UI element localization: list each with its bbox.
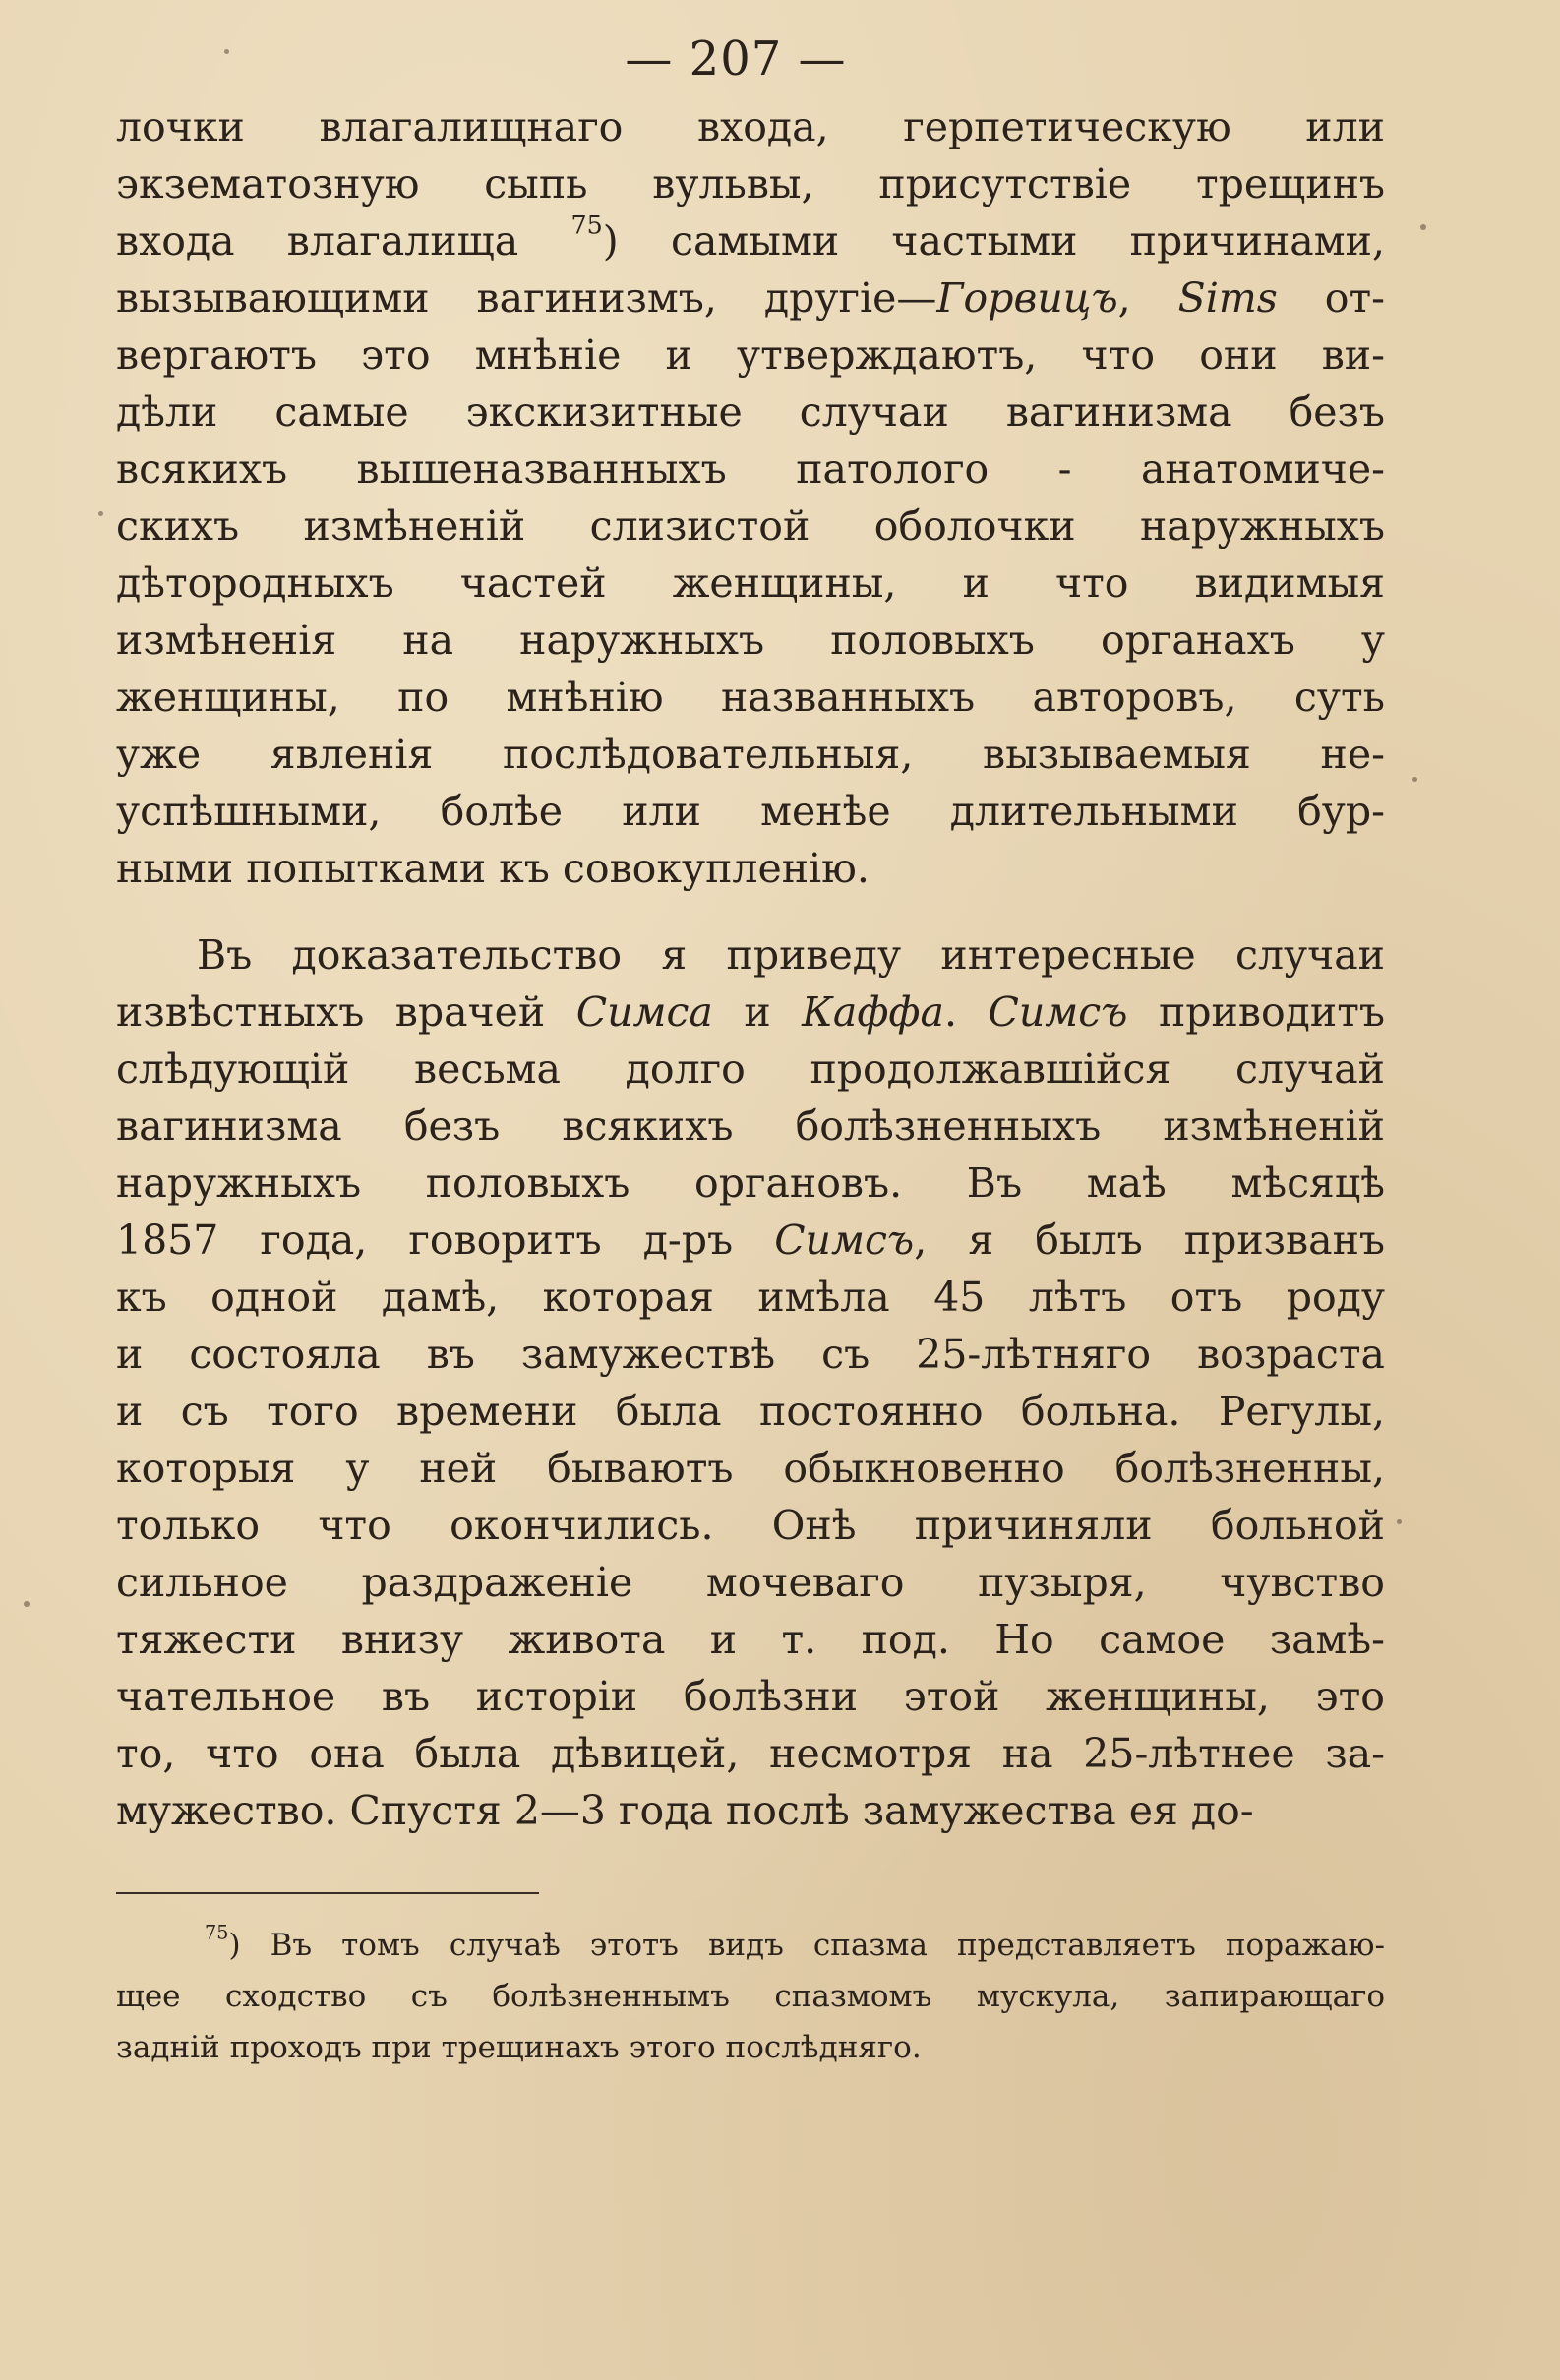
italic-name: Горвицъ [936,274,1118,322]
footnote-divider [116,1892,539,1894]
text-line: вагинизма безъ всякихъ болѣзненныхъ измѣненій [116,1102,1385,1150]
print-speck [24,1601,30,1607]
page-content [116,30,1385,2073]
footnote-ref[interactable]: 75 [570,209,603,240]
footnote [116,1920,1385,2073]
print-speck [98,511,103,516]
text-line: дѣтородныхъ частей женщины, и что видимыя [116,560,1385,607]
text-line: успѣшными, болѣе или менѣе длительными бур- [116,788,1385,835]
text-line: мужество. Спустя 2—3 года послѣ замужества ея до- [116,1787,1254,1834]
page-number: — 207 — [625,31,847,87]
footnote-line [116,1920,1385,1971]
italic-name: Симсъ [774,1217,915,1264]
italic-name: Каффа [802,988,944,1036]
italic-name: Симсъ [988,988,1128,1036]
print-speck [1412,777,1417,782]
body-text [116,98,1385,1839]
text-segment: вызывающими вагинизмъ, другіе— [116,274,937,322]
text-line: лочки влагалищнаго входа, герпетическую или [116,103,1385,150]
text-line: только что окончились. Онѣ причиняли больной [116,1502,1385,1549]
footnote-text: щее сходство съ болѣзненнымъ спазмомъ мускула, запирающаго [116,1979,1385,2014]
text-line [116,983,1385,1041]
paragraph-1 [116,98,1385,897]
text-line: слѣдующій весьма долго продолжавшійся случай [116,1045,1385,1093]
text-segment: . [943,988,989,1036]
text-line: и состояла въ замужествѣ съ 25-лѣтняго возраста [116,1331,1385,1378]
text-segment: ) самыми частыми причинами, [602,217,1385,265]
footnote-text: задній проходъ при трещинахъ этого послѣдняго. [116,2030,922,2065]
text-line: и съ того времени была постоянно больна. Регулы, [116,1388,1385,1435]
text-segment: входа влагалища [116,217,571,265]
text-line: вергаютъ это мнѣніе и утверждаютъ, что они ви- [116,331,1385,379]
print-speck [224,49,229,54]
text-line: измѣненія на наружныхъ половыхъ органахъ у [116,617,1385,664]
text-line: Въ доказательство я приведу интересные случаи [197,931,1385,979]
text-segment: и [712,988,803,1036]
print-speck [1420,224,1426,230]
footnote-marker: 75 [205,1921,229,1944]
text-line: къ одной дамѣ, которая имѣла 45 лѣтъ отъ роду [116,1274,1385,1321]
text-line: ными попытками къ совокупленію. [116,845,870,892]
text-line: сильное раздраженіе мочеваго пузыря, чувство [116,1559,1385,1606]
text-segment: извѣстныхъ врачей [116,988,576,1036]
text-line: уже явленія послѣдовательныя, вызываемыя не- [116,731,1385,778]
text-segment: 1857 года, говоритъ д-ръ [116,1217,775,1264]
text-line: экзематозную сыпь вульвы, присутствіе трещинъ [116,160,1385,208]
text-segment: , [1117,274,1178,322]
italic-name: Симса [575,988,713,1036]
text-line: тяжести внизу живота и т. под. Но самое замѣ- [116,1616,1385,1663]
italic-name: Sims [1177,274,1278,322]
paragraph-2 [116,926,1385,1839]
text-line [116,209,1385,269]
footnote-text: ) Въ томъ случаѣ этотъ видъ спазма представляетъ поражаю- [228,1928,1385,1963]
paragraph-gap [116,897,1385,926]
text-line: скихъ измѣненій слизистой оболочки наружныхъ [116,503,1385,550]
text-line: чательное въ исторіи болѣзни этой женщины, это [116,1673,1385,1720]
footnote-line [116,1971,1385,2022]
text-line: дѣли самые экскизитные случаи вагинизма безъ [116,388,1385,436]
text-line: то, что она была дѣвицей, несмотря на 25-лѣтнее за- [116,1730,1385,1777]
text-line [116,269,1385,327]
text-line: всякихъ вышеназванныхъ патолого - анатомиче- [116,446,1385,493]
text-segment: от- [1277,274,1385,322]
text-segment: , я былъ призванъ [914,1217,1385,1264]
print-speck [1397,1519,1402,1524]
text-line: которыя у ней бываютъ обыкновенно болѣзненны, [116,1445,1385,1492]
footnote-line [116,2022,1385,2073]
text-line: женщины, по мнѣнію названныхъ авторовъ, суть [116,674,1385,721]
text-segment: приводитъ [1127,988,1385,1036]
text-line [116,1212,1385,1269]
text-line: наружныхъ половыхъ органовъ. Въ маѣ мѣсяцѣ [116,1160,1385,1207]
